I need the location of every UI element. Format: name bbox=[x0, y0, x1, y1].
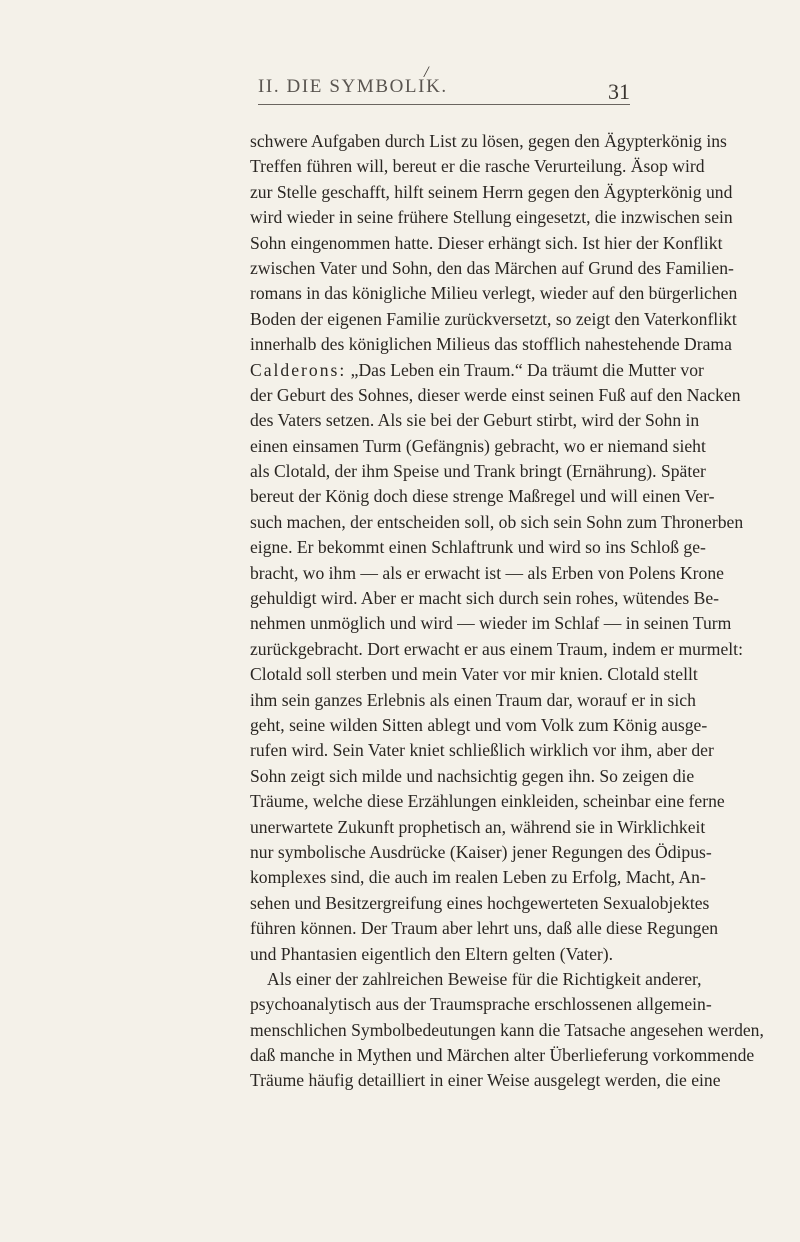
calderon-name: Calderons: bbox=[250, 359, 347, 380]
text-line: nehmen unmöglich und wird — wieder im Schlaf — in seinen Turm bbox=[250, 613, 732, 634]
text-line: zur Stelle geschafft, hilft seinem Herrn gegen den Ägypterkönig und bbox=[250, 181, 733, 202]
text-line: such machen, der entscheiden soll, ob sich sein Sohn zum Thronerben bbox=[250, 511, 744, 532]
text-line: gehuldigt wird. Aber er macht sich durch sein rohes, wütendes Be- bbox=[250, 588, 720, 609]
text-line-calderon bbox=[250, 358, 704, 383]
text-line: romans in das königliche Milieu verlegt, wieder auf den bürgerlichen bbox=[250, 283, 738, 304]
stray-mark: / bbox=[424, 64, 429, 81]
header-rule bbox=[258, 104, 630, 105]
calderon-rest: „Das Leben ein Traum.“ Da träumt die Mutter vor bbox=[350, 359, 704, 380]
text-line: zwischen Vater und Sohn, den das Märchen auf Grund des Familien- bbox=[250, 257, 734, 278]
text-line: wird wieder in seine frühere Stellung eingesetzt, die inzwischen sein bbox=[250, 207, 733, 228]
text-line: schwere Aufgaben durch List zu lösen, gegen den Ägypterkönig ins bbox=[250, 131, 727, 151]
text-line: geht, seine wilden Sitten ablegt und vom Volk zum König ausge- bbox=[250, 714, 708, 735]
text-line: komplexes sind, die auch im realen Leben zu Erfolg, Macht, An- bbox=[250, 867, 706, 888]
page-number: 31 bbox=[608, 79, 630, 104]
text-line: unerwartete Zukunft prophetisch an, während sie in Wirklichkeit bbox=[250, 816, 706, 837]
body-text bbox=[250, 129, 764, 1094]
text-line: bracht, wo ihm — als er erwacht ist — als Erben von Polens Krone bbox=[250, 562, 724, 583]
text-line: rufen wird. Sein Vater kniet schließlich wirklich vor ihm, aber der bbox=[250, 740, 714, 761]
text-line: Boden der eigenen Familie zurückversetzt, so zeigt den Vaterkonflikt bbox=[250, 308, 737, 329]
text-line: ihm sein ganzes Erlebnis als einen Traum dar, worauf er in sich bbox=[250, 689, 696, 710]
text-line: einen einsamen Turm (Gefängnis) gebracht, wo er niemand sieht bbox=[250, 435, 706, 456]
text-line: Sohn eingenommen hatte. Dieser erhängt sich. Ist hier der Konflikt bbox=[250, 232, 723, 253]
text-line: menschlichen Symbolbedeutungen kann die Tatsache angesehen werden, bbox=[250, 1019, 764, 1040]
text-line: führen können. Der Traum aber lehrt uns, daß alle diese Regungen bbox=[250, 918, 719, 939]
text-line: sehen und Besitzergreifung eines hochgewerteten Sexualobjektes bbox=[250, 892, 710, 913]
text-line: innerhalb des königlichen Milieus das stofflich nahestehende Drama bbox=[250, 334, 732, 355]
text-line: Treffen führen will, bereut er die rasche Verurteilung. Äsop wird bbox=[250, 156, 705, 177]
paragraph-start-line: Als einer der zahlreichen Beweise für die Richtigkeit anderer, bbox=[267, 968, 702, 989]
text-line: der Geburt des Sohnes, dieser werde einst seinen Fuß auf den Nacken bbox=[250, 384, 741, 405]
text-line: nur symbolische Ausdrücke (Kaiser) jener Regungen des Ödipus- bbox=[250, 841, 712, 862]
text-line: Sohn zeigt sich milde und nachsichtig gegen ihn. So zeigen die bbox=[250, 765, 695, 786]
text-line: daß manche in Mythen und Märchen alter Überlieferung vorkommende bbox=[250, 1045, 755, 1066]
running-head: II. DIE SYMBOLIK. bbox=[258, 76, 448, 97]
paragraph-end-line: und Phantasien eigentlich den Eltern gelten (Vater). bbox=[250, 943, 613, 964]
text-line: als Clotald, der ihm Speise und Trank bringt (Ernährung). Später bbox=[250, 461, 706, 482]
text-line: psychoanalytisch aus der Traumsprache erschlossenen allgemein- bbox=[250, 994, 712, 1015]
text-line: eigne. Er bekommt einen Schlaftrunk und wird so ins Schloß ge- bbox=[250, 537, 706, 558]
text-line: bereut der König doch diese strenge Maßregel und will einen Ver- bbox=[250, 486, 715, 507]
text-line: Clotald soll sterben und mein Vater vor mir knien. Clotald stellt bbox=[250, 664, 698, 685]
text-line: Träume häufig detailliert in einer Weise ausgelegt werden, die eine bbox=[250, 1070, 721, 1091]
text-line: zurückgebracht. Dort erwacht er aus einem Traum, indem er murmelt: bbox=[250, 638, 743, 659]
text-line: Träume, welche diese Erzählungen einkleiden, scheinbar eine ferne bbox=[250, 791, 725, 812]
text-line: des Vaters setzen. Als sie bei der Geburt stirbt, wird der Sohn in bbox=[250, 410, 700, 431]
page-header bbox=[0, 0, 800, 110]
